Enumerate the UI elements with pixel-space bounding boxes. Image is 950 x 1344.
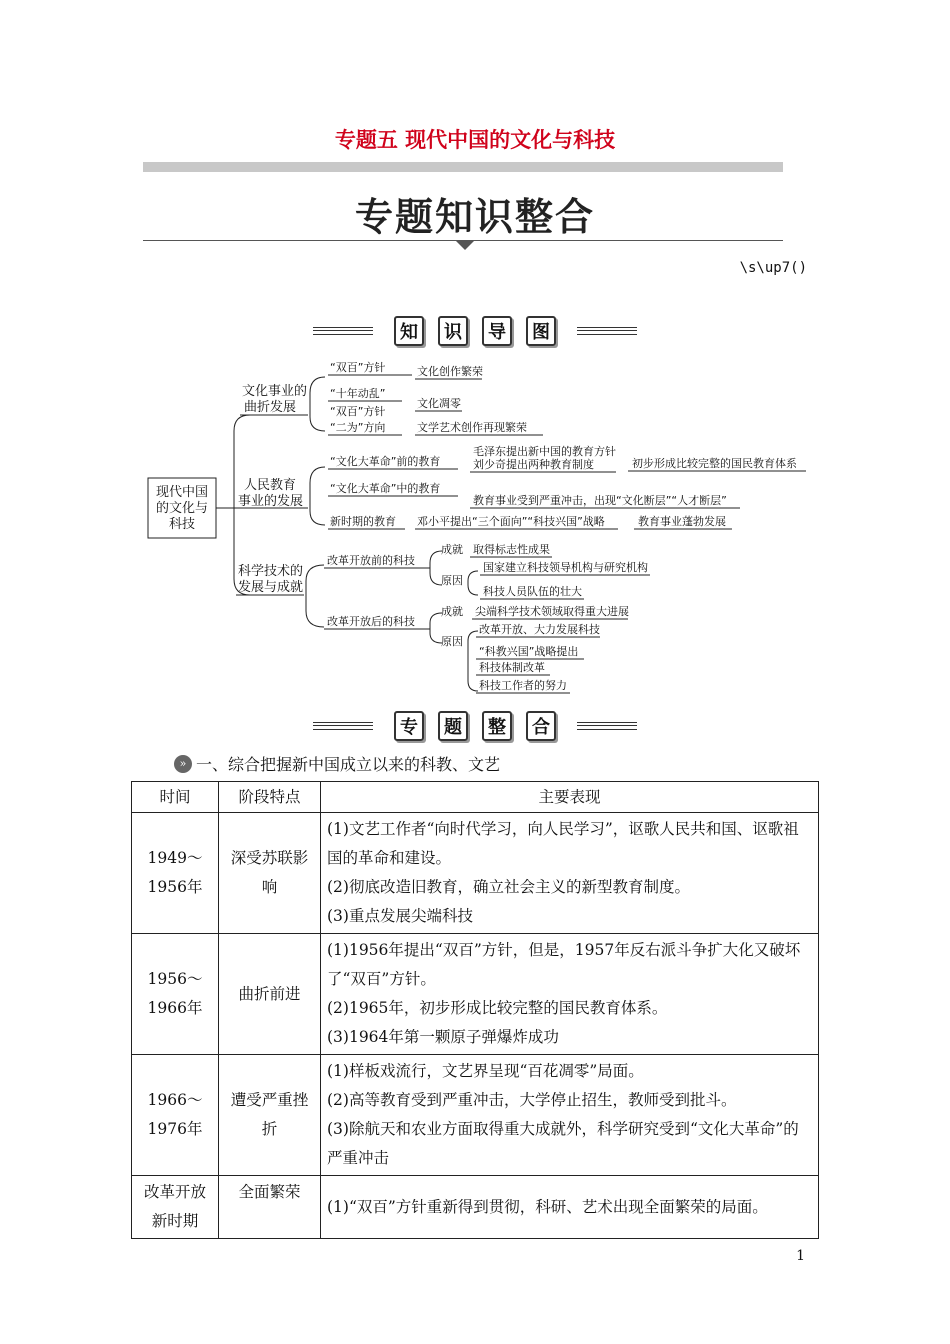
mindmap-item: 成就 <box>441 543 463 556</box>
header-char: 识 <box>438 316 468 346</box>
detail-cell <box>321 934 819 1055</box>
mindmap-item: 教育事业受到严重冲击，出现“文化断层”“人才断层” <box>473 494 727 507</box>
branch-label: 人民教育 <box>244 478 297 493</box>
mindmap-item: “十年动乱” <box>330 387 386 400</box>
cell-line: (3)1964年第一颗原子弹爆炸成功 <box>327 1028 559 1046</box>
detail-cell <box>321 813 819 934</box>
time-cell <box>132 1055 219 1176</box>
branch-label: 发展与成就 <box>238 580 304 595</box>
cell-line: 1966～ <box>147 1091 203 1109</box>
table-header-row <box>132 782 819 813</box>
mindmap-item: 邓小平提出“三个面向”“科技兴国”战略 <box>417 515 605 528</box>
table-row <box>132 934 819 1055</box>
mindmap-item: 科技人员队伍的壮大 <box>483 585 582 598</box>
mindmap-item: “双百”方针 <box>330 405 386 418</box>
mindmap-item: 改革开放前的科技 <box>327 554 415 567</box>
header-char: 导 <box>482 316 512 346</box>
cell-line: (1)文艺工作者“向时代学习，向人民学习”，讴歌人民共和国、讴歌祖国的革命和建设。 <box>327 820 799 867</box>
topic-title: 专题五 现代中国的文化与科技 <box>334 128 616 152</box>
header-char: 题 <box>438 711 468 741</box>
table-row <box>132 1176 819 1239</box>
table-row <box>132 813 819 934</box>
code-note: \s\up7() <box>739 260 807 276</box>
header-char: 合 <box>526 711 556 741</box>
time-cell <box>132 813 219 934</box>
cell-line: 折 <box>261 1120 278 1138</box>
mindmap-item: 文学艺术创作再现繁荣 <box>417 421 527 434</box>
mindmap-item: 国家建立科技领导机构与研究机构 <box>483 561 648 574</box>
section-heading-text: 一、综合把握新中国成立以来的科教、文艺 <box>196 755 501 774</box>
time-cell <box>132 1176 219 1239</box>
mindmap-root-line: 现代中国 <box>155 485 209 500</box>
mindmap-item: 毛泽东提出新中国的教育方针 <box>473 445 616 458</box>
header-dash-left <box>313 722 373 730</box>
mindmap-item: 教育事业蓬勃发展 <box>638 515 726 528</box>
column-header: 主要表现 <box>321 782 819 813</box>
overview-table <box>131 781 819 1239</box>
cell-line: (2)彻底改造旧教育，确立社会主义的新型教育制度。 <box>327 878 690 896</box>
mind-map <box>140 355 820 700</box>
cell-line: (2)高等教育受到严重冲击，大学停止招生，教师受到批斗。 <box>327 1091 737 1109</box>
branch-label: 科学技术的 <box>238 564 304 579</box>
mindmap-item: “科教兴国”战略提出 <box>479 645 579 658</box>
feature-cell <box>219 1055 321 1176</box>
cell-line: 1956年 <box>147 878 203 896</box>
detail-cell <box>321 1055 819 1176</box>
cell-line: 全面繁荣 <box>238 1183 301 1201</box>
column-header: 阶段特点 <box>219 782 321 813</box>
mindmap-item: 科技体制改革 <box>479 661 545 674</box>
column-header: 时间 <box>132 782 219 813</box>
branch-label: 事业的发展 <box>238 494 304 509</box>
feature-cell <box>219 1176 321 1239</box>
double-arrow-icon: » <box>174 755 192 773</box>
section-heading <box>174 752 500 775</box>
cell-line: 1949～ <box>147 849 203 867</box>
mindmap-item: “双百”方针 <box>330 361 386 374</box>
header-char: 整 <box>482 711 512 741</box>
cell-line: 曲折前进 <box>238 984 301 1003</box>
mindmap-item: “二为”方向 <box>330 421 386 434</box>
header-dash-right <box>577 722 637 730</box>
table-row <box>132 1055 819 1176</box>
mindmap-item: 成就 <box>441 605 463 618</box>
mindmap-item: 取得标志性成果 <box>473 543 550 556</box>
feature-cell <box>219 813 321 934</box>
cell-line: 响 <box>261 878 278 896</box>
mindmap-item: “文化大革命”前的教育 <box>330 455 441 468</box>
mindmap-root-line: 科技 <box>168 517 196 532</box>
cell-line: 深受苏联影 <box>230 849 309 867</box>
section-banner: 专题知识整合 <box>354 195 595 239</box>
branch-label: 文化事业的 <box>242 384 308 399</box>
mindmap-item: 初步形成比较完整的国民教育体系 <box>632 457 797 470</box>
cell-line: 1976年 <box>147 1120 203 1138</box>
time-cell <box>132 934 219 1055</box>
mindmap-item: 改革开放、大力发展科技 <box>479 623 600 636</box>
branch-label: 曲折发展 <box>244 400 297 415</box>
cell-line: 1966年 <box>147 999 203 1017</box>
mindmap-item: “文化大革命”中的教育 <box>330 482 441 495</box>
header-char: 专 <box>394 711 424 741</box>
mindmap-item: 改革开放后的科技 <box>327 615 415 628</box>
header-char: 图 <box>526 316 556 346</box>
detail-cell <box>321 1176 819 1239</box>
feature-cell <box>219 934 321 1055</box>
cell-line: 改革开放 <box>143 1183 206 1201</box>
cell-line: 新时期 <box>151 1212 199 1230</box>
cell-line: (1)样板戏流行，文艺界呈现“百花凋零”局面。 <box>327 1062 644 1080</box>
cell-line: 遭受严重挫 <box>230 1091 309 1109</box>
mindmap-item: 刘少奇提出两种教育制度 <box>473 458 594 471</box>
mindmap-item: 原因 <box>441 574 463 587</box>
header-dash-right <box>577 327 637 335</box>
banner-pointer-icon <box>456 241 474 250</box>
mindmap-item: 科技工作者的努力 <box>479 679 567 692</box>
mindmap-item: 新时期的教育 <box>330 515 396 528</box>
mindmap-root-line: 的文化与 <box>155 501 209 516</box>
cell-line: 1956～ <box>147 970 203 988</box>
cell-line: (3)重点发展尖端科技 <box>327 907 473 925</box>
mindmap-item: 原因 <box>441 635 463 648</box>
mindmap-header <box>0 316 950 346</box>
mindmap-item: 文化创作繁荣 <box>417 365 483 378</box>
page-number: 1 <box>796 1248 805 1264</box>
mindmap-item: 文化凋零 <box>417 397 461 410</box>
cell-line: (1)“双百”方针重新得到贯彻，科研、艺术出现全面繁荣的局面。 <box>327 1197 768 1216</box>
integration-header <box>0 711 950 741</box>
cell-line: (3)除航天和农业方面取得重大成就外，科学研究受到“文化大革命”的严重冲击 <box>327 1120 799 1167</box>
mindmap-item: 尖端科学技术领域取得重大进展 <box>475 605 629 618</box>
title-divider-bar <box>143 162 783 172</box>
cell-line: (2)1965年，初步形成比较完整的国民教育体系。 <box>327 999 668 1017</box>
header-dash-left <box>313 327 373 335</box>
cell-line: (1)1956年提出“双百”方针，但是，1957年反右派斗争扩大化又破坏了“双百”方针。 <box>327 941 801 988</box>
header-char: 知 <box>394 316 424 346</box>
